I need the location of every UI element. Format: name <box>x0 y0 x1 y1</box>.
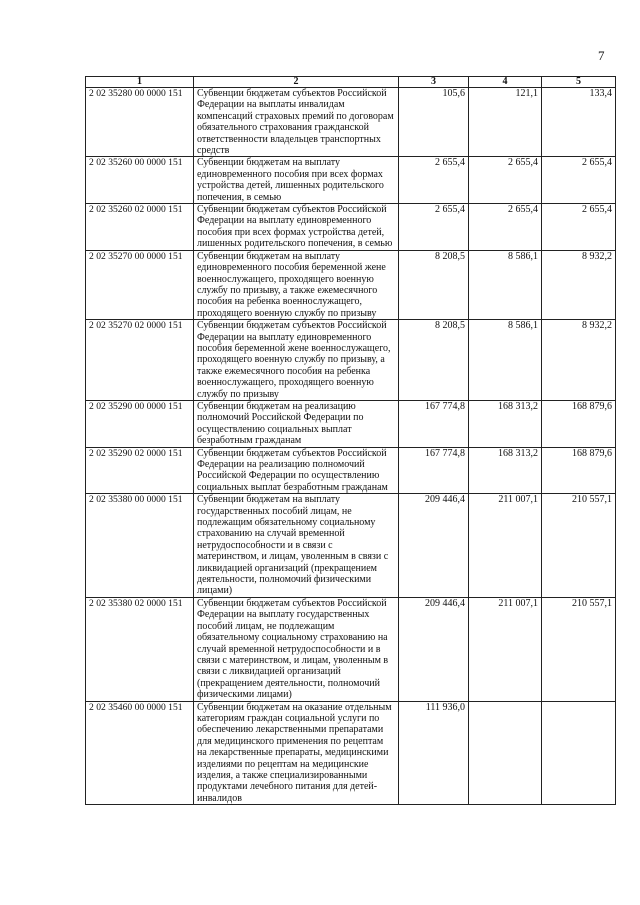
budget-code: 2 02 35380 02 0000 151 <box>86 597 194 701</box>
table-row <box>86 494 616 598</box>
table-row <box>86 204 616 251</box>
value-col3: 105,6 <box>399 88 469 157</box>
value-col5: 133,4 <box>542 88 616 157</box>
budget-table <box>85 76 616 805</box>
table-row <box>86 597 616 701</box>
budget-code: 2 02 35290 00 0000 151 <box>86 400 194 447</box>
description: Субвенции бюджетам субъектов Российской Федерации на выплату государственных пособий лицам, не подлежащим обязательному социальному страхованию на случай временной нетрудоспособности и в связи с материнством, и лицам, уволенным в связи с ликвидацией организаций (прекращением деятельности, полномочий физическими лицами) <box>194 597 399 701</box>
value-col5: 8 932,2 <box>542 320 616 401</box>
value-col4 <box>469 701 542 805</box>
description: Субвенции бюджетам субъектов Российской Федерации на реализацию полномочий Российской Федерации по осуществлению социальных выплат безработным гражданам <box>194 447 399 494</box>
description: Субвенции бюджетам на выплату государственных пособий лицам, не подлежащим обязательному социальному страхованию на случай временной нетрудоспособности и в связи с материнством, и лицам, уволенным в связи с ликвидацией организаций (прекращением деятельности, полномочий физическими лицами) <box>194 494 399 598</box>
value-col4: 8 586,1 <box>469 250 542 319</box>
value-col3: 167 774,8 <box>399 400 469 447</box>
budget-code: 2 02 35460 00 0000 151 <box>86 701 194 805</box>
table-row <box>86 400 616 447</box>
value-col5: 168 879,6 <box>542 400 616 447</box>
budget-code: 2 02 35380 00 0000 151 <box>86 494 194 598</box>
value-col5: 210 557,1 <box>542 494 616 598</box>
budget-code: 2 02 35280 00 0000 151 <box>86 88 194 157</box>
page-number: 7 <box>598 48 605 63</box>
table-row <box>86 250 616 319</box>
value-col3: 8 208,5 <box>399 250 469 319</box>
value-col4: 211 007,1 <box>469 597 542 701</box>
table-row <box>86 701 616 805</box>
column-header: 5 <box>542 77 616 88</box>
description: Субвенции бюджетам субъектов Российской Федерации на выплату единовременного пособия при всех формах устройства детей, лишенных родительского попечения, в семью <box>194 204 399 251</box>
value-col4: 168 313,2 <box>469 400 542 447</box>
column-header: 3 <box>399 77 469 88</box>
value-col3: 111 936,0 <box>399 701 469 805</box>
description: Субвенции бюджетам на выплату единовременного пособия беременной жене военнослужащего, проходящего военную службу по призыву, а также ежемесячного пособия на ребенка военнослужащего, проходящего военную службу по призыву <box>194 250 399 319</box>
value-col3: 2 655,4 <box>399 157 469 204</box>
value-col5: 168 879,6 <box>542 447 616 494</box>
table-row <box>86 88 616 157</box>
column-header: 1 <box>86 77 194 88</box>
budget-code: 2 02 35270 00 0000 151 <box>86 250 194 319</box>
value-col3: 2 655,4 <box>399 204 469 251</box>
budget-code: 2 02 35290 02 0000 151 <box>86 447 194 494</box>
value-col3: 167 774,8 <box>399 447 469 494</box>
table-row <box>86 320 616 401</box>
value-col4: 168 313,2 <box>469 447 542 494</box>
value-col4: 2 655,4 <box>469 204 542 251</box>
description: Субвенции бюджетам субъектов Российской Федерации на выплаты инвалидам компенсаций страховых премий по договорам обязательного страхования гражданской ответственности владельцев транспортных средств <box>194 88 399 157</box>
value-col5 <box>542 701 616 805</box>
value-col5: 8 932,2 <box>542 250 616 319</box>
value-col3: 8 208,5 <box>399 320 469 401</box>
value-col5: 2 655,4 <box>542 204 616 251</box>
table-row <box>86 157 616 204</box>
description: Субвенции бюджетам на оказание отдельным категориям граждан социальной услуги по обеспечению лекарственными препаратами для медицинского применения по рецептам на лекарственные препараты, медицинскими изделиями по рецептам на медицинские изделия, а также специализированными продуктами лечебного питания для детей-инвалидов <box>194 701 399 805</box>
column-header: 4 <box>469 77 542 88</box>
value-col5: 210 557,1 <box>542 597 616 701</box>
value-col4: 211 007,1 <box>469 494 542 598</box>
value-col4: 2 655,4 <box>469 157 542 204</box>
column-header: 2 <box>194 77 399 88</box>
header-row <box>86 77 616 88</box>
description: Субвенции бюджетам на реализацию полномочий Российской Федерации по осуществлению социальных выплат безработным гражданам <box>194 400 399 447</box>
budget-code: 2 02 35260 00 0000 151 <box>86 157 194 204</box>
value-col4: 8 586,1 <box>469 320 542 401</box>
description: Субвенции бюджетам субъектов Российской Федерации на выплату единовременного пособия беременной жене военнослужащего, проходящего военную службу по призыву, а также ежемесячного пособия на ребенка военнослужащего, проходящего военную службу по призыву <box>194 320 399 401</box>
description: Субвенции бюджетам на выплату единовременного пособия при всех формах устройства детей, лишенных родительского попечения, в семью <box>194 157 399 204</box>
value-col3: 209 446,4 <box>399 494 469 598</box>
value-col5: 2 655,4 <box>542 157 616 204</box>
value-col3: 209 446,4 <box>399 597 469 701</box>
budget-code: 2 02 35270 02 0000 151 <box>86 320 194 401</box>
table-row <box>86 447 616 494</box>
value-col4: 121,1 <box>469 88 542 157</box>
budget-code: 2 02 35260 02 0000 151 <box>86 204 194 251</box>
